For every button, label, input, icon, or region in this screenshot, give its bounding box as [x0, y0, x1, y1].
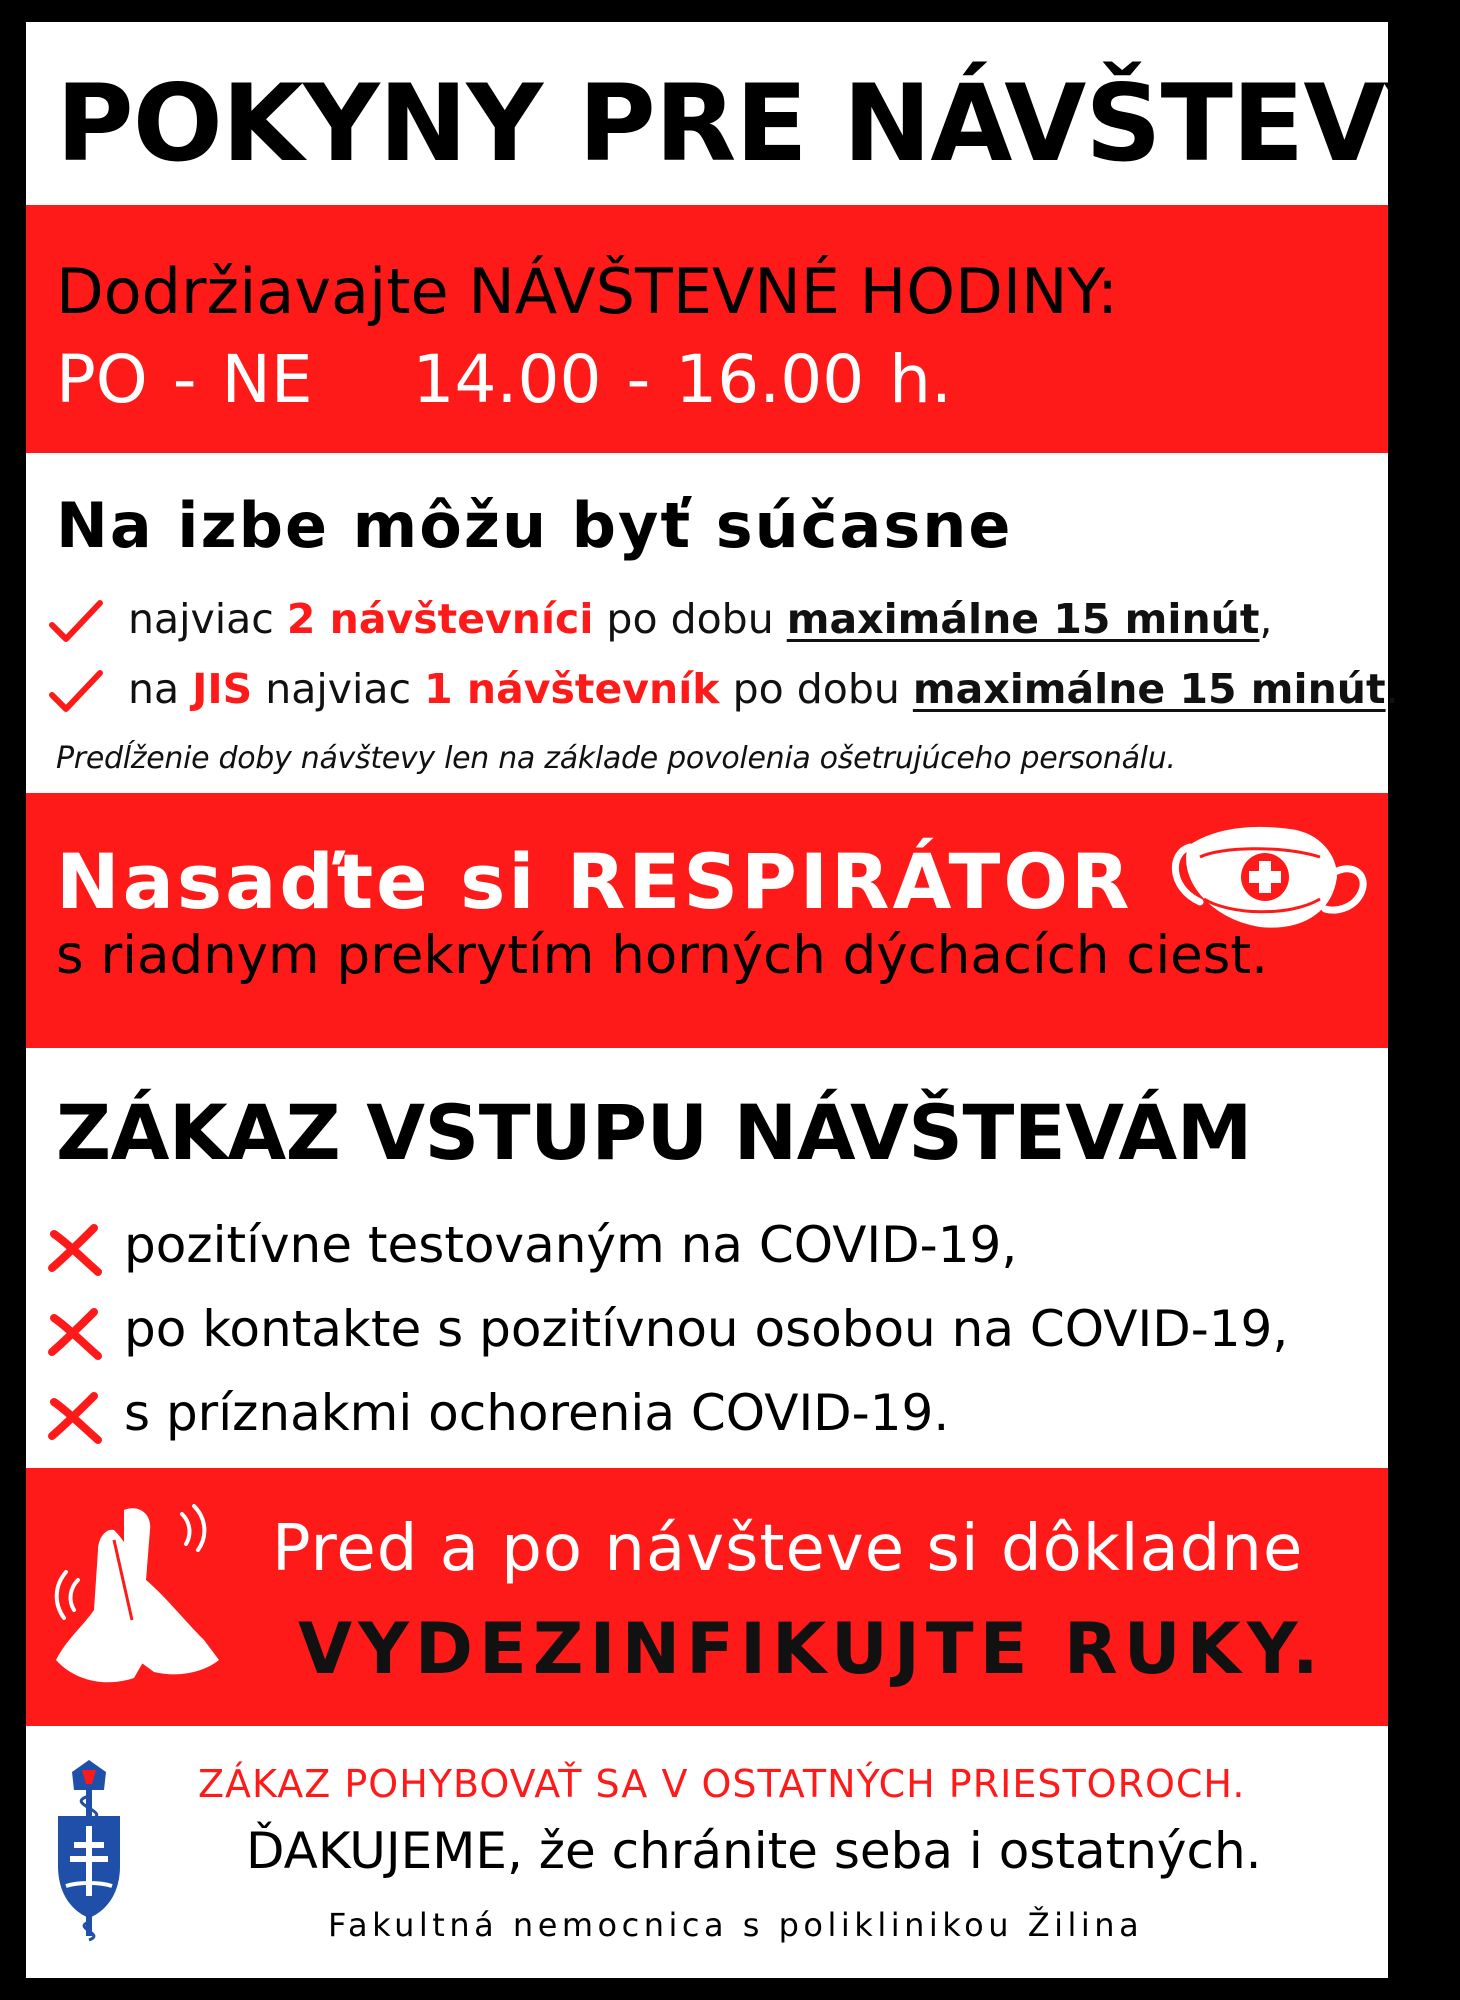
room-rule-row: na JIS najviac 1 návštevník po dobu maximálne 15 minút. [48, 665, 1399, 715]
respirator-heading: Nasaďte si RESPIRÁTOR [56, 837, 1133, 926]
extension-note: Predĺženie doby návštevy len na základe povolenia ošetrujúceho personálu. [56, 741, 1176, 776]
entry-ban-heading: ZÁKAZ VSTUPU NÁVŠTEVÁM [56, 1088, 1252, 1177]
hand-disinfection-line2: VYDEZINFIKUJTE RUKY. [298, 1608, 1325, 1690]
cross-icon [46, 1222, 106, 1276]
movement-ban-notice: ZÁKAZ POHYBOVAŤ SA V OSTATNÝCH PRIESTOROCH. [198, 1762, 1246, 1806]
list-item: pozitívne testovaným na COVID-19, [46, 1216, 1017, 1276]
checkmark-icon [48, 599, 104, 645]
visiting-hours-prefix: Dodržiavajte [56, 255, 469, 328]
list-item: s príznakmi ochorenia COVID-19. [46, 1384, 949, 1444]
mask-icon [1170, 817, 1370, 937]
respirator-subtitle: s riadnym prekrytím horných dýchacích ciest. [56, 925, 1269, 986]
visiting-time: 14.00 - 16.00 h. [412, 341, 952, 418]
visiting-hours-section [26, 205, 1388, 453]
page-title: POKYNY PRE NÁVŠTEVY [56, 62, 1460, 185]
hand-disinfection-section [26, 1468, 1388, 1726]
respirator-section [26, 793, 1388, 1048]
checkmark-icon [48, 669, 104, 715]
cross-icon [46, 1306, 106, 1360]
thank-you-text: ĎAKUJEME, že chránite seba i ostatných. [246, 1822, 1262, 1880]
cross-icon [46, 1390, 106, 1444]
poster [26, 22, 1460, 1978]
footer-section [26, 1726, 1388, 1978]
visiting-hours-heading [56, 255, 1118, 328]
hospital-name: Fakultná nemocnica s poliklinikou Žilina [328, 1906, 1144, 1944]
room-rule-row: najviac 2 návštevníci po dobu maximálne 15 minút, [48, 595, 1272, 645]
room-rules-heading: Na izbe môžu byť súčasne [56, 489, 1013, 562]
entry-ban-section [26, 1048, 1388, 1468]
hospital-logo-icon [52, 1756, 126, 1944]
hand-disinfection-line1: Pred a po návšteve si dôkladne [272, 1512, 1304, 1586]
visiting-days: PO - NE [56, 341, 313, 418]
visiting-hours-emph: NÁVŠTEVNÉ HODINY: [468, 255, 1119, 328]
room-rules-section [26, 453, 1399, 793]
visiting-hours-time [56, 341, 952, 418]
title-section [26, 22, 1460, 205]
praying-hands-icon [54, 1500, 224, 1692]
list-item: po kontakte s pozitívnou osobou na COVID-19, [46, 1300, 1288, 1360]
